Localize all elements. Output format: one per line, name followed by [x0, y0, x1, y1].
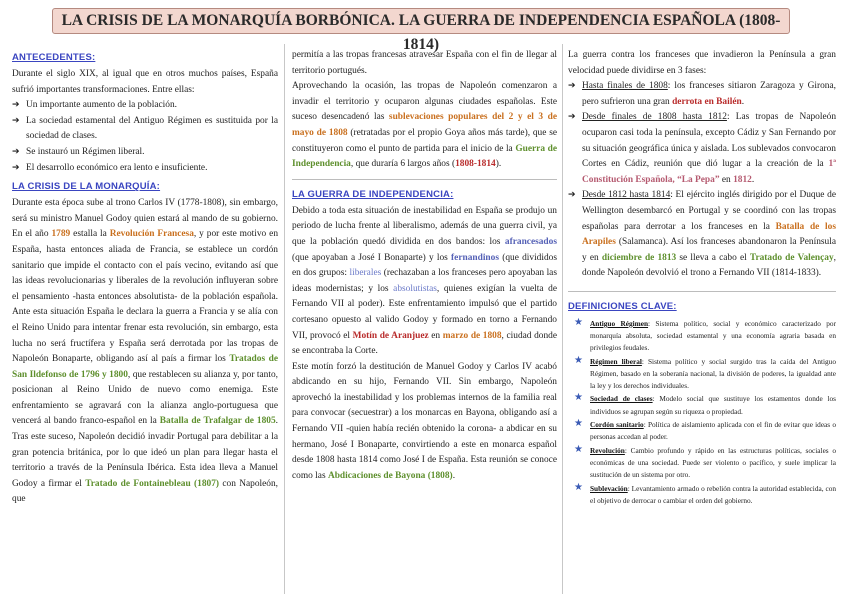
guerra-paragraph-1: Debido a toda esta situación de inestabilidad en España se produjo un periodo de lucha frente al liberalismo, además de una guerra civil, ya que la población quedó dividida en dos bandos: los afrancesados (que apoyaban a José I Bonaparte) y los fernandinos (que divididos en dos grupos: liberales (rechazaban a los franceses pero apoyaban las ideas modernistas; y los absolutistas, quienes exigían la vuelta de Fernando VII al poder). Este enfrentamiento impulsó que el partido cortesano opuesto al valido Godoy y formado en torno a Fernando VII, provocó el Motín de Aranjuez en marzo de 1808, ciudad donde se encontraba la Corte. — [292, 205, 557, 357]
star-icon: ★ — [574, 481, 583, 493]
star-icon: ★ — [574, 316, 583, 328]
list-item: ★ Cordón sanitario: Política de aislamiento aplicada con el fin de evitar que ideas o personas accedan al poder. — [574, 418, 837, 442]
definiciones-list — [568, 318, 836, 507]
crisis-heading: LA CRISIS DE LA MONARQUÍA: — [12, 181, 161, 193]
column-divider — [284, 44, 285, 594]
star-icon: ★ — [574, 392, 583, 404]
list-item: ➔ El desarrollo económico era lento e insuficiente. — [12, 161, 278, 177]
list-item: ➔ Un importante aumento de la población. — [12, 98, 278, 114]
list-item: ★ Sublevación: Levantamiento armado o rebelión contra la autoridad establecida, con el objetivo de derrocar o cambiar el orden del gobierno. — [574, 481, 836, 505]
fases-intro: La guerra contra los franceses que invadieron la Península a gran velocidad puede dividirse en 3 fases: — [568, 50, 836, 76]
list-item: ➔ La sociedad estamental del Antiguo Régimen es sustituida por la sociedad de clases. — [12, 115, 278, 142]
crisis-paragraph-cont: permitía a las tropas francesas atravesar España con el fin de llegar al territorio portugués. — [292, 50, 557, 76]
column-2 — [292, 48, 557, 484]
list-item: ➔ Desde 1812 hasta 1814: El ejército inglés dirigido por el Duque de Wellington desembarcó en Portugal y se coordinó con las tropas españolas para derrotar a los franceses en la Batalla de los Arapiles (Salamanca). Así los franceses abandonaron la Península y en diciembre de 1813 se lleva a cabo el Tratado de Valençay, donde Napoleón devolvió el trono a Fernando VII (1814-1833). — [568, 190, 836, 279]
list-item: ➔ Hasta finales de 1808: los franceses sitiaron Zaragoza y Girona, pero sufrieron una gran derrota en Bailén. — [568, 81, 836, 107]
section-divider — [292, 179, 557, 180]
list-item: ➔ Desde finales de 1808 hasta 1812: Las tropas de Napoleón ocuparon casi toda la península, excepto Cádiz y San Fernando por su situación geográfica única y aislada. Los sublevados convocaron Cortes en Cádiz, reunión que dió lugar a la creación de la 1ª Constitución Española, “La Pepa” en 1812. — [568, 112, 837, 185]
title-banner — [52, 8, 790, 53]
crisis-paragraph-2: Aprovechando la ocasión, las tropas de Napoleón comenzaron a invadir el territorio y ocuparon algunas ciudades españolas. Este suceso desencadenó las sublevaciones populares del 2 y el 3 de mayo de 1808 (retratadas por el propio Goya años más tarde), que se constituyeron como el punto de partida para el inicio de la Guerra de Independencia, que duraría 6 largos años (1808-1814). — [292, 81, 557, 170]
fases-list — [568, 79, 836, 282]
list-item: ★ Sociedad de clases: Modelo social que sustituye los estamentos donde los individuos se agrupan según su riqueza o propiedad. — [574, 392, 837, 416]
arrow-icon: ➔ — [568, 190, 576, 201]
arrow-icon: ➔ — [12, 162, 20, 173]
list-item: ★ Revolución: Cambio profundo y rápido en las estructuras políticas, sociales o económicas de una sociedad. Puede ser violento o pacífico, y suele implicar la sustitución de un sistema por otro. — [574, 443, 836, 480]
page-title: LA CRISIS DE LA MONARQUÍA BORBÓNICA. LA GUERRA DE INDEPENDENCIA ESPAÑOLA (1808-1814) — [61, 12, 781, 53]
list-item: ★ Régimen liberal: Sistema político y social surgido tras la caída del Antiguo Régimen, basado en la soberanía nacional, la división de poderes, la igualdad ante la ley y los derechos individuales. — [574, 354, 836, 390]
arrow-icon: ➔ — [568, 112, 576, 123]
arrow-icon: ➔ — [12, 100, 20, 111]
star-icon: ★ — [574, 418, 583, 430]
section-divider — [568, 291, 836, 292]
definiciones-heading: DEFINICIONES CLAVE: — [568, 300, 677, 312]
arrow-icon: ➔ — [12, 115, 20, 126]
list-item: ★ Antiguo Régimen: Sistema político, social y económico caracterizado por monarquía absoluta, sociedad estamental y una economía agraria basada en privilegios feudales. — [574, 316, 836, 353]
antecedentes-heading: ANTECEDENTES: — [12, 52, 96, 63]
column-3 — [568, 48, 836, 508]
star-icon: ★ — [574, 443, 583, 455]
arrow-icon: ➔ — [12, 146, 20, 157]
star-icon: ★ — [574, 354, 583, 366]
guerra-paragraph-2: Este motín forzó la destitución de Manuel Godoy y Carlos IV acabó abdicando en su hijo, Fernando VII. Sin embargo, Napoleón aprovechó la inestabilidad y los problemas internos de la familia real para convocar (secuestrar) a los monarcas en Bayona, obligando así a Fernando VII -quien había recién obtenido la corona- a abdicar en su hermano, José I Bonaparte, convirtiendo a este en monarca español desde 1808 hasta 1814 como José I de España. Esta reunión se conoce como las Abdicaciones de Bayona (1808). — [292, 361, 557, 481]
list-item: ➔ Se instauró un Régimen liberal. — [12, 145, 278, 161]
guerra-heading: LA GUERRA DE INDEPENDENCIA: — [292, 188, 454, 200]
column-divider — [562, 44, 563, 594]
crisis-paragraph: Durante esta época sube al trono Carlos IV (1778-1808), sin embargo, será su ministro Manuel Godoy quien estará al mando de su gobierno. En el año 1789 estalla la Revolución Francesa, y por este motivo en España, hasta entonces aliada de Francia, se establece un cordón sanitario que impide el contacto con el país vecino, evitando así que las ideas revolucionarias y liberales de la revolución influyeran sobre el pensamiento -hasta entonces absolutista- de la población española. Ante esta situación España le declara la guerra a Francia y se alía con el Reino Unido para intentar frenar esta revolución, sin embargo, esta lucha no será fructífera y España será derrotada por las tropas de Napoleón Bonaparte, obligando así al país a firmar los Tratados de San Ildefonso de 1796 y 1800, que restablecen su alianza y, por tanto, posicionan al Reino Unido de nuevo como enemiga. Este enfrentamiento se agravará con la alianza anglo-portuguesa que vencerá al bando franco-español en la Batalla de Trafalgar de 1805. Tras este suceso, Napoleón decidió invadir Portugal para debilitar a la gran potencia británica, por lo que ideó un plan para llegar hasta el territorio a través de la Península Ibérica. Esta idea lleva a Manuel Godoy a firmar el Tratado de Fontainebleau (1807) con Napoleón, que — [12, 198, 279, 505]
antecedentes-list — [12, 98, 278, 176]
arrow-icon: ➔ — [568, 81, 576, 92]
antecedentes-intro: Durante el siglo XIX, al igual que en otros muchos países, España sufrió importantes transformaciones. Entre ellas: — [12, 69, 278, 95]
column-1 — [12, 48, 278, 508]
